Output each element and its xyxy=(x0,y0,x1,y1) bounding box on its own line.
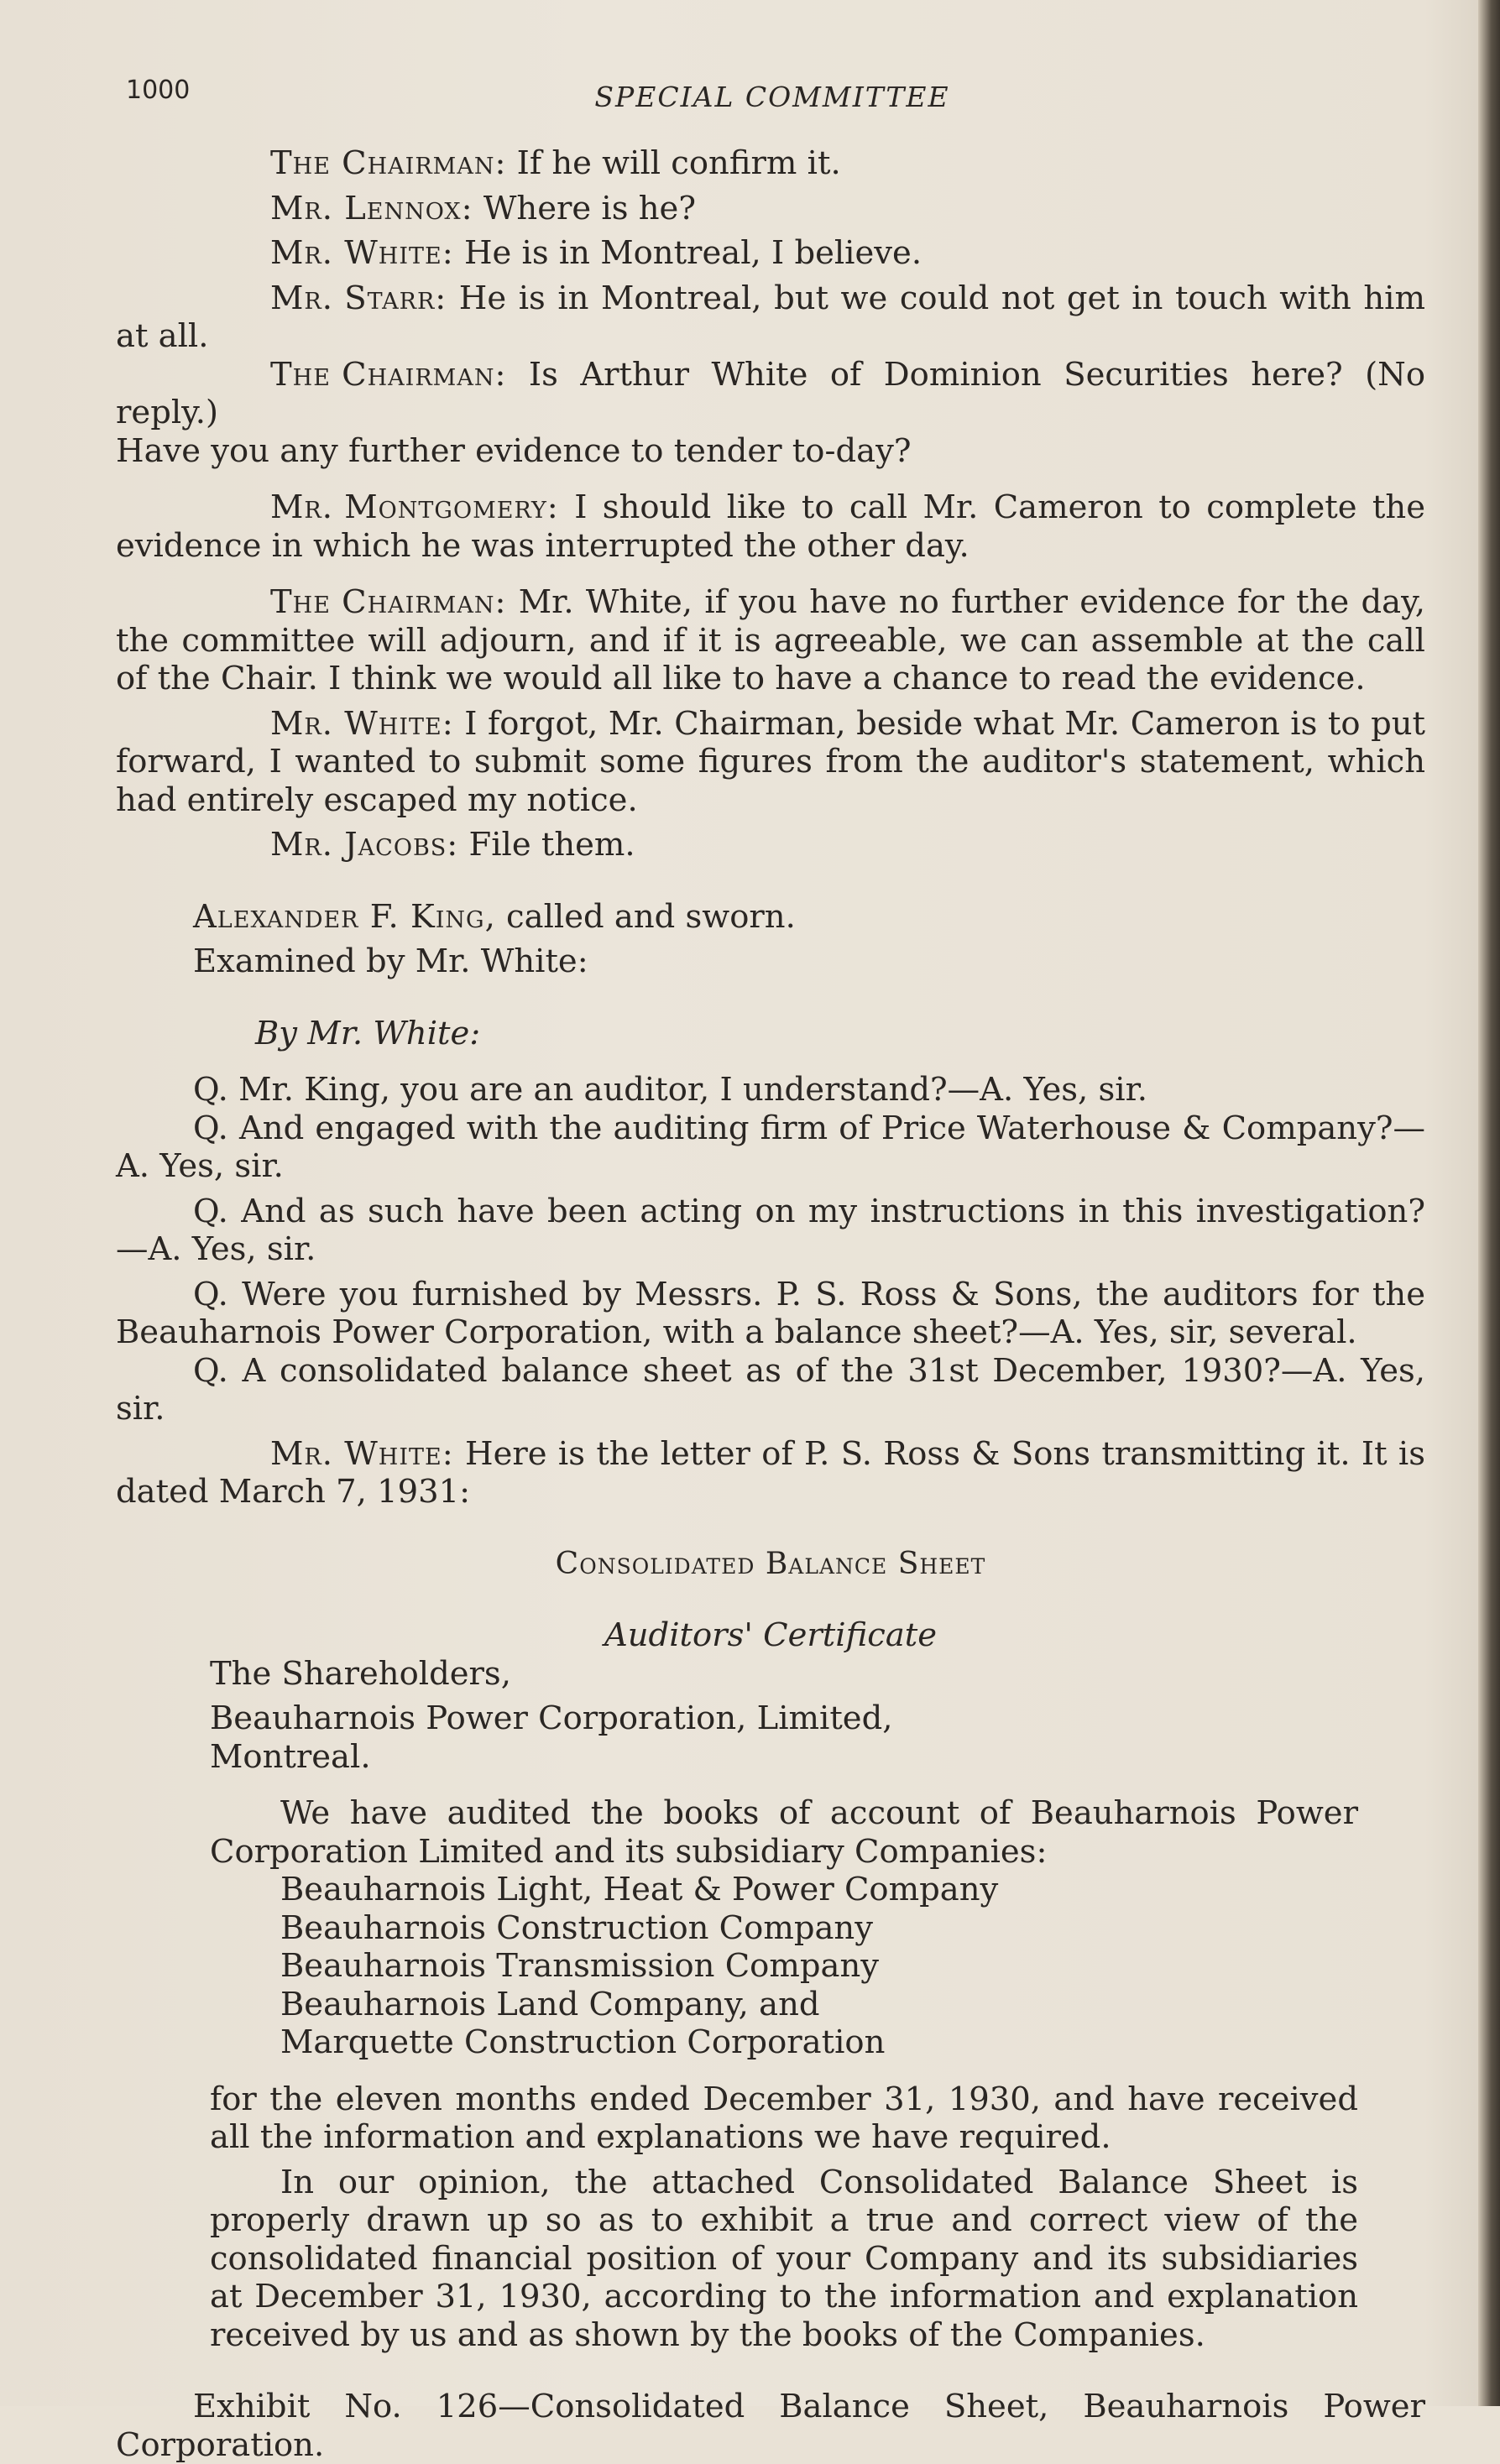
speaker: Mr. White: xyxy=(270,1434,454,1473)
speaker: Mr. Lennox: xyxy=(270,189,473,227)
running-head: SPECIAL COMMITTEE xyxy=(594,81,950,113)
certificate-intro: We have audited the books of account of Beauharnois Power Corporation Limited and its subsidiary Companies: xyxy=(210,1794,1358,1871)
speech: I should like to call Mr. Cameron to complete the evidence in which he was interrupted the other day. xyxy=(116,488,1425,565)
document-body xyxy=(116,144,1425,2464)
testimony-line xyxy=(116,488,1425,565)
witness-name: Alexander F. King, xyxy=(193,897,496,936)
speaker: Mr. White: xyxy=(270,234,454,272)
speech: He is in Montreal, but we could not get in touch with him at all. xyxy=(116,279,1425,355)
testimony-line xyxy=(116,190,1425,228)
speech: Mr. White, if you have no further evidence for the day, the committee will adjourn, and if it is agreeable, we can assemble at the call of the Chair. I think we would all like to have a chance to read the evidence. xyxy=(116,583,1425,697)
subsidiary-item: Beauharnois Light, Heat & Power Company xyxy=(280,1871,999,1908)
certificate-opinion: In our opinion, the attached Consolidated Balance Sheet is properly drawn up so as to exhibit a true and correct view of the consolidated financial position of your Company and its subsidiaries at December 31, 1930, according to the information and explanation received by us and as shown by the books of the Companies. xyxy=(210,2163,1358,2354)
testimony-line xyxy=(116,705,1425,820)
examiner-heading: By Mr. White: xyxy=(255,1014,481,1052)
speech: Here is the letter of P. S. Ross & Sons transmitting it. It is dated March 7, 1931: xyxy=(116,1434,1425,1511)
testimony-line xyxy=(116,144,1425,183)
subsidiary-item: Marquette Construction Corporation xyxy=(280,2023,886,2061)
speaker: Mr. White: xyxy=(270,704,454,743)
certificate-title: Consolidated Balance Sheet xyxy=(555,1546,986,1581)
qa-line: Q. And engaged with the auditing firm of Price Waterhouse & Company?—A. Yes, sir. xyxy=(116,1109,1425,1185)
address-line: The Shareholders, xyxy=(210,1654,511,1693)
page-number: 1000 xyxy=(126,76,191,105)
certificate-period: for the eleven months ended December 31, 1930, and have received all the information and explanations we have required. xyxy=(210,2080,1358,2156)
speaker: Mr. Montgomery: xyxy=(270,488,559,526)
examined-by: Examined by Mr. White: xyxy=(193,942,588,980)
speaker: Mr. Jacobs: xyxy=(270,826,459,864)
speaker: The Chairman: xyxy=(270,144,507,182)
subsidiary-list xyxy=(210,1871,1358,2062)
address-line: Beauharnois Power Corporation, Limited, xyxy=(210,1699,893,1737)
qa-line: Q. And as such have been acting on my instructions in this investigation?—A. Yes, sir. xyxy=(116,1192,1425,1268)
qa-line: Q. Mr. King, you are an auditor, I understand?—A. Yes, sir. xyxy=(193,1071,1148,1109)
speech: Is Arthur White of Dominion Securities here? (No reply.) Have you any further evidence to tender to-day? xyxy=(116,355,1425,470)
qa-line: Q. A consolidated balance sheet as of the 31st December, 1930?—A. Yes, sir. xyxy=(116,1351,1425,1428)
certificate-subtitle: Auditors' Certificate xyxy=(604,1616,938,1654)
exhibit-note: Exhibit No. 126—Consolidated Balance Sheet, Beauharnois Power Corporation. xyxy=(116,2388,1425,2464)
speech: File them. xyxy=(458,826,635,864)
testimony-line xyxy=(116,826,1425,864)
page-header xyxy=(126,76,1419,126)
subsidiary-item: Beauharnois Construction Company xyxy=(280,1908,873,1947)
speaker: The Chairman: xyxy=(270,583,507,621)
testimony-line xyxy=(116,583,1425,698)
subsidiary-item: Beauharnois Transmission Company xyxy=(280,1947,880,1985)
testimony-line xyxy=(116,1435,1425,1511)
speech: Where is he? xyxy=(473,189,696,227)
testimony-line xyxy=(116,356,1425,471)
testimony-line xyxy=(116,279,1425,356)
speech: If he will confirm it. xyxy=(506,144,841,182)
qa-line: Q. Were you furnished by Messrs. P. S. Ross & Sons, the auditors for the Beauharnois Power Corporation, with a balance sheet?—A. Yes, sir, several. xyxy=(116,1275,1425,1351)
speaker: The Chairman: xyxy=(270,355,507,394)
speech: I forgot, Mr. Chairman, beside what Mr. Cameron is to put forward, I wanted to submit some figures from the auditor's statement, which had entirely escaped my notice. xyxy=(116,704,1425,819)
speaker: Mr. Starr: xyxy=(270,279,447,317)
subsidiary-item: Beauharnois Land Company, and xyxy=(280,1985,820,2023)
certificate-body xyxy=(116,1655,1425,2355)
page-binding-edge xyxy=(1478,0,1500,2406)
address-line: Montreal. xyxy=(210,1737,371,1776)
witness-called-text: called and sworn. xyxy=(495,897,796,936)
witness-called xyxy=(116,898,1425,937)
testimony-line xyxy=(116,234,1425,273)
speech: He is in Montreal, I believe. xyxy=(453,234,922,272)
